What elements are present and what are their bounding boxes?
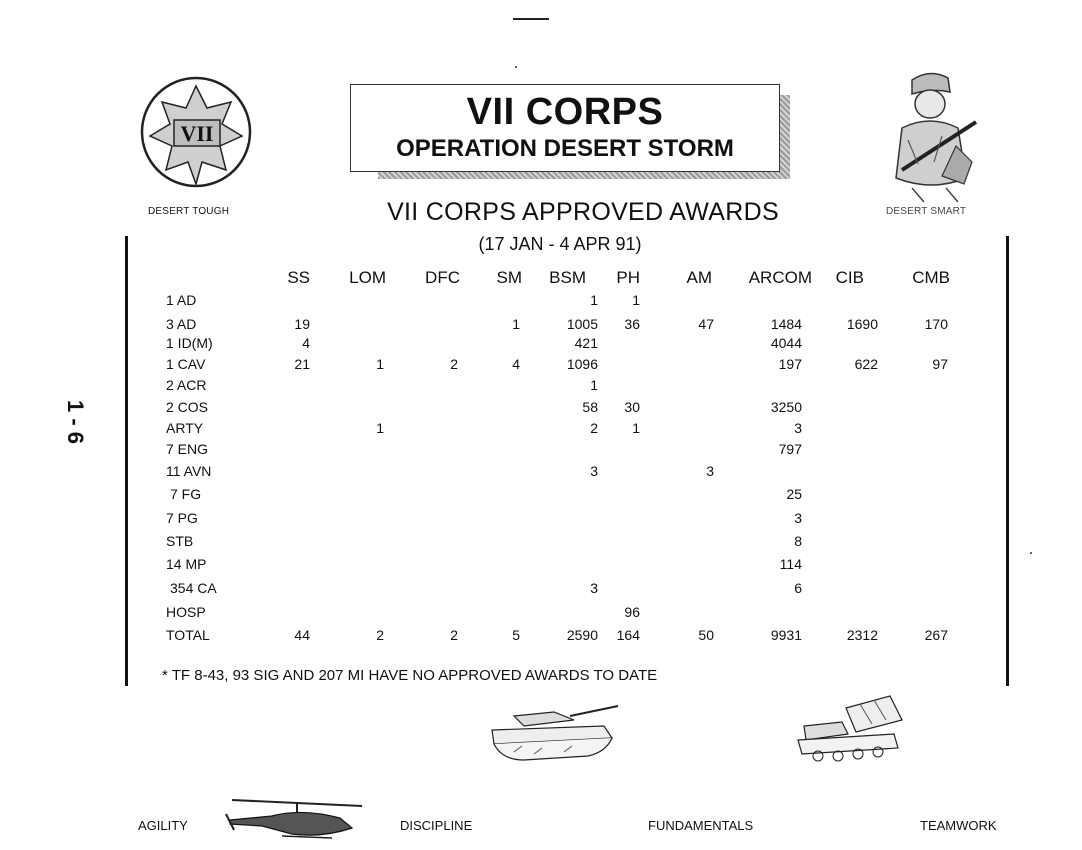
table-cell: 1 xyxy=(376,356,384,372)
table-cell: 9931 xyxy=(770,627,802,643)
column-header: BSM xyxy=(549,268,586,287)
soldier-illustration xyxy=(872,66,996,206)
row-label: 2 ACR xyxy=(166,377,207,393)
table-cell: 50 xyxy=(698,627,714,643)
scan-speck xyxy=(515,66,517,68)
column-header: SM xyxy=(496,268,522,287)
row-label: 11 AVN xyxy=(166,463,212,479)
emblem-text: VII xyxy=(180,121,214,146)
table-cell: 164 xyxy=(616,627,640,643)
row-label: TOTAL xyxy=(166,627,210,643)
table-cell: 170 xyxy=(924,316,948,332)
motto-fundamentals: FUNDAMENTALS xyxy=(648,818,754,833)
table-cell: 1690 xyxy=(846,316,878,332)
column-header: DFC xyxy=(425,268,460,287)
table-cell: 5 xyxy=(512,627,520,643)
rocket-launcher-illustration xyxy=(790,694,908,766)
table-cell: 1 xyxy=(376,420,384,436)
table-cell: 8 xyxy=(794,533,802,549)
column-header: LOM xyxy=(349,268,386,287)
page-subtitle: OPERATION DESERT STORM xyxy=(396,135,734,162)
table-cell: 3 xyxy=(706,463,714,479)
table-cell: 1 xyxy=(590,377,598,393)
table-cell: 2 xyxy=(590,420,598,436)
column-header: CMB xyxy=(912,268,950,287)
awards-title: VII CORPS APPROVED AWARDS xyxy=(387,198,779,226)
row-label: 354 CA xyxy=(170,580,217,596)
table-cell: 267 xyxy=(924,627,948,643)
motto-agility: AGILITY xyxy=(138,818,188,833)
table-cell: 1 xyxy=(512,316,520,332)
table-cell: 1 xyxy=(632,292,640,308)
left-rule xyxy=(125,236,128,686)
page-title: VII CORPS xyxy=(466,91,664,133)
table-cell: 97 xyxy=(932,356,948,372)
table-cell: 36 xyxy=(624,316,640,332)
table-cell: 622 xyxy=(854,356,878,372)
row-label: 7 PG xyxy=(166,510,198,526)
helicopter-illustration xyxy=(222,790,372,842)
table-cell: 4 xyxy=(302,335,310,351)
column-header: AM xyxy=(686,268,712,287)
table-cell: 96 xyxy=(624,604,640,620)
table-cell: 3250 xyxy=(770,399,802,415)
table-cell: 21 xyxy=(294,356,310,372)
table-cell: 3 xyxy=(590,580,598,596)
table-cell: 19 xyxy=(294,316,310,332)
table-cell: 4 xyxy=(512,356,520,372)
page-number: 1 - 6 xyxy=(63,400,88,445)
column-header: SS xyxy=(287,268,310,287)
row-label: HOSP xyxy=(166,604,206,620)
column-header: CIB xyxy=(835,268,864,287)
table-cell: 3 xyxy=(590,463,598,479)
table-cell: 1005 xyxy=(566,316,598,332)
row-label: 1 AD xyxy=(166,292,197,308)
table-cell: 797 xyxy=(778,441,802,457)
table-cell: 1 xyxy=(590,292,598,308)
row-label: 2 COS xyxy=(166,399,209,415)
table-cell: 1096 xyxy=(566,356,598,372)
right-rule xyxy=(1006,236,1009,686)
column-header: ARCOM xyxy=(748,268,812,287)
table-cell: 421 xyxy=(574,335,598,351)
row-label: 7 ENG xyxy=(166,441,209,457)
table-cell: 30 xyxy=(624,399,640,415)
table-cell: 197 xyxy=(778,356,802,372)
top-dash-mark xyxy=(513,18,549,20)
row-label: 1 CAV xyxy=(166,356,206,372)
row-label: 3 AD xyxy=(166,316,197,332)
table-cell: 3 xyxy=(794,510,802,526)
table-cell: 3 xyxy=(794,420,802,436)
title-box xyxy=(350,84,780,172)
table-cell: 4044 xyxy=(770,335,802,351)
table-cell: 2 xyxy=(376,627,384,643)
footnote: * TF 8-43, 93 SIG AND 207 MI HAVE NO APPROVED AWARDS TO DATE xyxy=(162,667,658,684)
motto-discipline: DISCIPLINE xyxy=(400,818,473,833)
table-cell: 114 xyxy=(779,556,802,572)
motto-teamwork: TEAMWORK xyxy=(920,818,997,833)
awards-date-range: (17 JAN - 4 APR 91) xyxy=(478,234,642,254)
row-label: 14 MP xyxy=(166,556,207,572)
table-cell: 1484 xyxy=(770,316,802,332)
row-label: STB xyxy=(166,533,194,549)
table-cell: 25 xyxy=(786,486,802,502)
vii-corps-emblem xyxy=(138,72,258,196)
column-header: PH xyxy=(616,268,640,287)
row-label: ARTY xyxy=(166,420,204,436)
soldier-caption: DESERT SMART xyxy=(886,206,967,217)
table-cell: 2 xyxy=(450,627,458,643)
emblem-caption: DESERT TOUGH xyxy=(148,206,230,217)
tank-illustration xyxy=(484,694,622,766)
row-label: 1 ID(M) xyxy=(166,335,213,351)
table-cell: 47 xyxy=(698,316,714,332)
scan-speck xyxy=(1030,552,1032,554)
table-cell: 2312 xyxy=(846,627,878,643)
row-label: 7 FG xyxy=(170,486,202,502)
table-cell: 58 xyxy=(582,399,598,415)
table-cell: 1 xyxy=(632,420,640,436)
table-cell: 2590 xyxy=(566,627,598,643)
table-cell: 2 xyxy=(450,356,458,372)
table-cell: 44 xyxy=(294,627,310,643)
table-cell: 6 xyxy=(794,580,802,596)
